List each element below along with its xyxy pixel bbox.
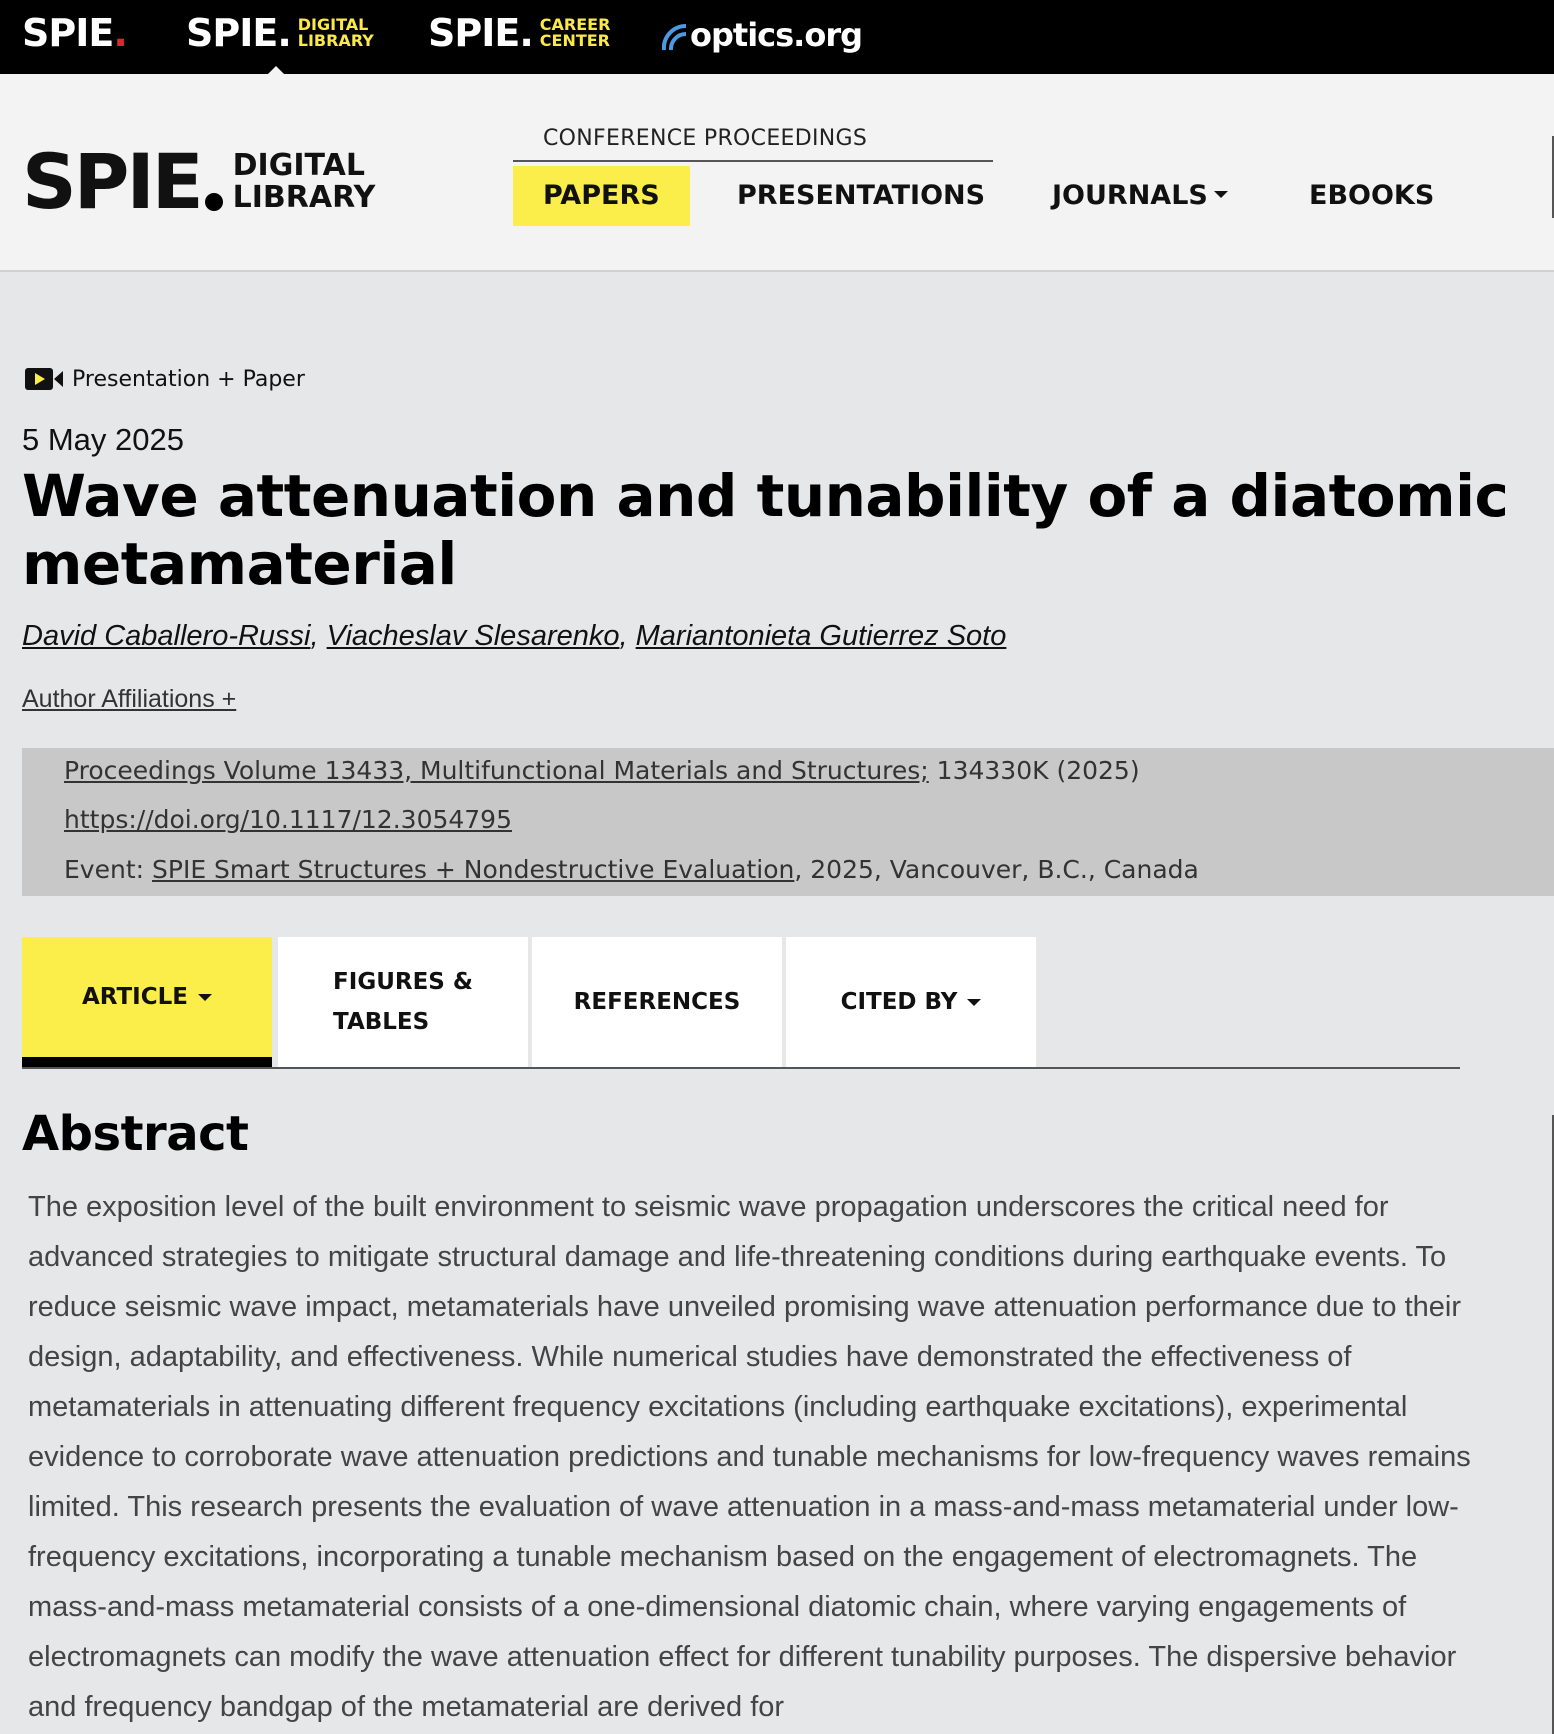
tab-article[interactable] <box>22 937 272 1067</box>
tab-figures-line2: TABLES <box>333 1009 430 1035</box>
chevron-down-icon <box>967 999 981 1006</box>
content-type-badge <box>24 366 305 392</box>
logo-library-text <box>233 150 376 214</box>
tab-references-label: REFERENCES <box>573 989 741 1015</box>
spie-digital-library-logo[interactable] <box>22 137 376 226</box>
author-separator: , <box>619 620 636 652</box>
nav-journals[interactable] <box>1022 166 1258 226</box>
dot-icon: . <box>519 11 534 55</box>
signal-arc-icon <box>660 20 690 54</box>
optics-org-link[interactable] <box>660 16 862 54</box>
digital-library-brand-link[interactable] <box>186 11 374 55</box>
proceedings-line <box>64 756 1140 785</box>
chevron-down-icon <box>1214 191 1228 198</box>
brand-sub-line1: CAREER <box>539 15 611 34</box>
author-affiliations-toggle[interactable]: Author Affiliations + <box>22 685 237 713</box>
article-title: Wave attenuation and tunability of a diatomic metamaterial <box>22 462 1509 598</box>
publication-info-box <box>22 748 1554 896</box>
brand-sub-line2: LIBRARY <box>297 31 374 50</box>
event-details: , 2025, Vancouver, B.C., Canada <box>794 855 1199 884</box>
nav-papers[interactable]: PAPERS <box>513 166 690 226</box>
publication-date: 5 May 2025 <box>22 422 184 457</box>
brand-sub-line1: DIGITAL <box>297 15 369 34</box>
logo-spie-text: SPIE <box>22 137 201 226</box>
logo-line1: DIGITAL <box>232 148 365 183</box>
chevron-down-icon <box>198 994 212 1001</box>
abstract-heading: Abstract <box>22 1106 249 1162</box>
proceedings-volume-link[interactable]: Proceedings Volume 13433, Multifunctional Materials and Structures; <box>64 756 929 785</box>
tab-cited-by-label: CITED BY <box>840 989 958 1015</box>
event-link[interactable]: SPIE Smart Structures + Nondestructive Evaluation <box>152 855 795 884</box>
logo-dot-icon <box>205 193 223 211</box>
tab-references[interactable] <box>532 937 782 1067</box>
author-link[interactable]: Mariantonieta Gutierrez Soto <box>635 620 1007 652</box>
conference-proceedings-label: CONFERENCE PROCEEDINGS <box>543 126 868 151</box>
author-link[interactable]: Viacheslav Slesarenko <box>326 620 620 652</box>
logo-line2: LIBRARY <box>232 180 376 215</box>
video-camera-icon <box>24 366 64 392</box>
tab-figures-tables[interactable] <box>278 937 528 1067</box>
proceedings-citation: 134330K (2025) <box>928 756 1140 785</box>
tabs-divider <box>22 1067 1460 1069</box>
nav-ebooks[interactable]: EBOOKS <box>1309 180 1435 211</box>
abstract-text: The exposition level of the built environment to seismic wave propagation underscores the critical need for advanced strategies to mitigate structural damage and life-threatening conditions during earthquake events. To reduce seismic wave impact, metamaterials have unveiled promising wave attenuation performance due to their design, adaptability, and effectiveness. While numerical studies have demonstrated the effectiveness of metamaterials in attenuating different frequency excitations (including earthquake excitations), experimental evidence to corroborate wave attenuation predictions and tunable mechanisms for low-frequency waves remains limited. This research presents the evaluation of wave attenuation in a mass-and-mass metamaterial under low-frequency excitations, incorporating a tunable mechanism based on the engagement of electromagnets. The mass-and-mass metamaterial consists of a one-dimensional diatomic chain, where varying engagements of electromagnets can modify the wave attenuation effect for different tunability purposes. The dispersive behavior and frequency bandgap of the metamaterial are derived for <box>28 1191 1471 1723</box>
spie-brand-text: SPIE <box>428 11 520 55</box>
spie-brand-text: SPIE <box>22 11 114 55</box>
brand-sub-line2: CENTER <box>539 31 610 50</box>
conference-divider <box>513 160 993 162</box>
top-brand-bar <box>0 0 1554 74</box>
tab-figures-label <box>333 962 473 1042</box>
event-line <box>64 855 1199 884</box>
brand-sub-label <box>540 17 611 49</box>
red-dot-icon: . <box>113 11 128 55</box>
spie-brand-link[interactable] <box>22 11 128 55</box>
tab-figures-line1: FIGURES & <box>333 969 473 995</box>
author-list <box>22 620 1006 653</box>
tab-cited-by[interactable] <box>786 937 1036 1067</box>
author-separator: , <box>310 620 327 652</box>
nav-journals-label: JOURNALS <box>1052 180 1208 211</box>
nav-presentations[interactable]: PRESENTATIONS <box>737 180 986 211</box>
dot-icon: . <box>277 11 292 55</box>
doi-link[interactable]: https://doi.org/10.1117/12.3054795 <box>64 805 512 834</box>
optics-org-text: optics.org <box>690 16 862 54</box>
career-center-brand-link[interactable] <box>428 11 611 55</box>
tab-article-label: ARTICLE <box>82 984 188 1010</box>
badge-label: Presentation + Paper <box>72 366 305 392</box>
doi-line <box>64 805 512 834</box>
brand-sub-label <box>298 17 374 49</box>
site-header <box>0 74 1554 272</box>
spie-brand-text: SPIE <box>186 11 278 55</box>
author-link[interactable]: David Caballero-Russi <box>22 620 311 652</box>
event-prefix: Event: <box>64 855 152 884</box>
